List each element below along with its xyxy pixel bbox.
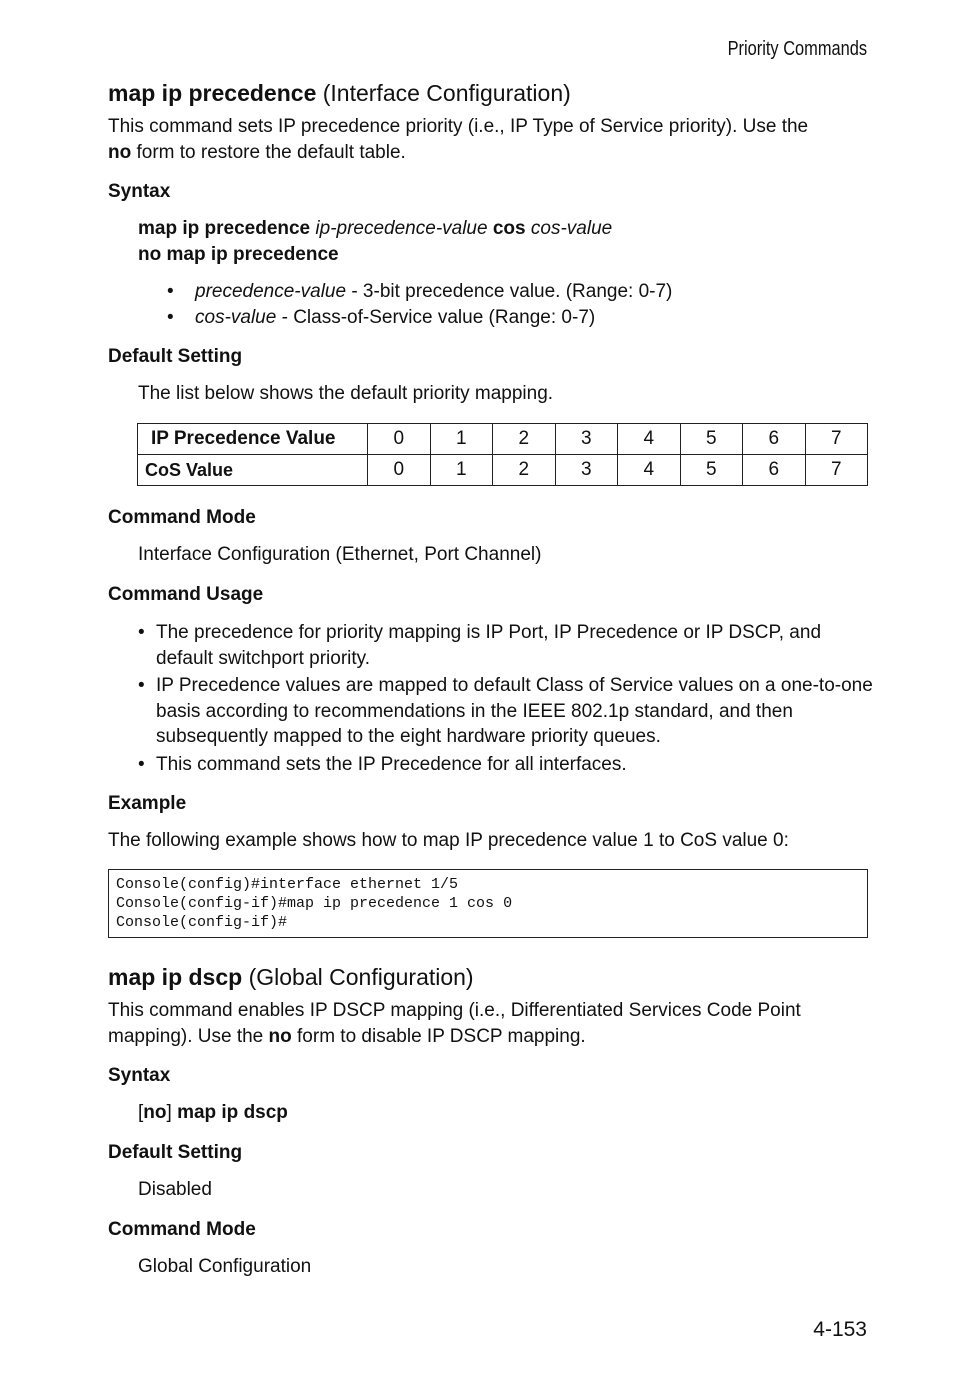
running-header: Priority Commands xyxy=(727,38,867,60)
example-text: The following example shows how to map IP precedence value 1 to CoS value 0: xyxy=(108,830,789,851)
code-line: Console(config-if)# xyxy=(116,914,288,931)
command-usage-heading: Command Usage xyxy=(108,584,264,605)
command-context: (Global Configuration) xyxy=(248,964,474,990)
table-cell: 0 xyxy=(368,455,431,486)
section-title-map-ip-precedence xyxy=(108,80,571,107)
param-name: cos-value xyxy=(195,306,277,328)
command-name: map ip dscp xyxy=(108,964,243,990)
list-item: • precedence-value - 3-bit precedence value. (Range: 0-7) xyxy=(167,281,673,302)
syntax-cmd: no map ip precedence xyxy=(138,243,339,265)
table-cell: 0 xyxy=(368,424,431,455)
row-header: CoS Value xyxy=(138,455,368,486)
section1-description xyxy=(108,114,868,165)
desc-line xyxy=(108,1024,868,1050)
syntax-block xyxy=(138,216,612,267)
list-item: • cos-value - Class-of-Service value (Range: 0-7) xyxy=(167,306,596,328)
param-desc: - Class-of-Service value (Range: 0-7) xyxy=(281,306,596,328)
table-cell: 7 xyxy=(805,455,868,486)
page-number: 4-153 xyxy=(813,1318,867,1341)
code-block xyxy=(109,870,867,932)
desc-line: This command sets IP precedence priority (i.e., IP Type of Service priority). Use the xyxy=(108,116,809,137)
table-cell: 3 xyxy=(555,424,618,455)
table-cell: 2 xyxy=(493,455,556,486)
usage-text: IP Precedence values are mapped to default Class of Service values on a one-to-one basis according to recommendations in the IEEE 802.1p standard, and then subsequently mapped to the eight hardware priority queues. xyxy=(156,675,873,747)
syntax-arg: ip-precedence-value xyxy=(315,218,488,239)
no-keyword: no xyxy=(268,1025,292,1047)
table-row xyxy=(138,455,868,486)
code-line: Console(config-if)#map ip precedence 1 cos 0 xyxy=(116,895,513,912)
table-cell: 4 xyxy=(618,424,681,455)
default-setting-heading: Default Setting xyxy=(108,346,243,367)
section2-description xyxy=(108,998,868,1049)
list-item: • IP Precedence values are mapped to default Class of Service values on a one-to-one basis according to recommendations in the IEEE 802.1p standard, and then subsequently mapped to the eight hardware priority queues. xyxy=(138,675,873,747)
command-name: map ip precedence xyxy=(108,80,317,106)
syntax-heading: Syntax xyxy=(108,181,171,202)
table-cell: 4 xyxy=(618,455,681,486)
no-keyword: no xyxy=(143,1102,167,1123)
no-keyword: no xyxy=(108,141,132,163)
syntax-heading: Syntax xyxy=(108,1065,171,1086)
syntax-line xyxy=(138,242,612,268)
command-context: (Interface Configuration) xyxy=(322,80,571,106)
section-title-map-ip-dscp xyxy=(108,964,474,991)
param-list xyxy=(167,279,672,330)
table-cell: 6 xyxy=(743,424,806,455)
table-cell: 1 xyxy=(430,455,493,486)
code-line: Console(config)#interface ethernet 1/5 xyxy=(116,876,459,893)
param-desc: - 3-bit precedence value. (Range: 0-7) xyxy=(351,281,673,302)
row-header: IP Precedence Value xyxy=(138,424,368,455)
command-mode-heading: Command Mode xyxy=(108,507,256,528)
command-mode-text: Interface Configuration (Ethernet, Port Channel) xyxy=(138,544,542,565)
table-cell: 5 xyxy=(680,455,743,486)
usage-text: This command sets the IP Precedence for all interfaces. xyxy=(156,753,627,775)
desc-line xyxy=(108,140,868,166)
desc-text: mapping). Use the xyxy=(108,1025,264,1047)
param-name: precedence-value xyxy=(195,281,347,302)
usage-list xyxy=(138,620,878,779)
syntax-line xyxy=(138,216,612,242)
priority-mapping-table xyxy=(137,423,868,486)
syntax-cmd: map ip precedence xyxy=(138,218,311,239)
syntax-block xyxy=(138,1100,288,1126)
default-setting-text: Disabled xyxy=(138,1179,212,1200)
desc-text: form to disable IP DSCP mapping. xyxy=(297,1025,586,1047)
list-item: • The precedence for priority mapping is IP Port, IP Precedence or IP DSCP, and default switchport priority. xyxy=(138,622,822,669)
desc-line: This command enables IP DSCP mapping (i.e., Differentiated Services Code Point xyxy=(108,1000,801,1021)
table-cell: 1 xyxy=(430,424,493,455)
default-setting-text: The list below shows the default priority mapping. xyxy=(138,383,554,404)
syntax-keyword: cos xyxy=(492,218,526,239)
command-mode-text: Global Configuration xyxy=(138,1256,312,1277)
syntax-cmd: map ip dscp xyxy=(177,1102,288,1123)
default-setting-heading: Default Setting xyxy=(108,1142,243,1163)
table-row xyxy=(138,424,868,455)
list-item: • This command sets the IP Precedence for all interfaces. xyxy=(138,753,627,775)
desc-text: form to restore the default table. xyxy=(136,141,406,163)
bracket: [ xyxy=(138,1102,144,1123)
usage-text: The precedence for priority mapping is IP Port, IP Precedence or IP DSCP, and default switchport priority. xyxy=(156,622,822,669)
table-cell: 2 xyxy=(493,424,556,455)
code-example xyxy=(108,869,868,938)
table-cell: 5 xyxy=(680,424,743,455)
command-mode-heading: Command Mode xyxy=(108,1219,256,1240)
table-cell: 7 xyxy=(805,424,868,455)
table-cell: 3 xyxy=(555,455,618,486)
example-heading: Example xyxy=(108,793,187,814)
syntax-arg: cos-value xyxy=(530,218,613,239)
bracket: ] xyxy=(166,1102,172,1123)
table-cell: 6 xyxy=(743,455,806,486)
